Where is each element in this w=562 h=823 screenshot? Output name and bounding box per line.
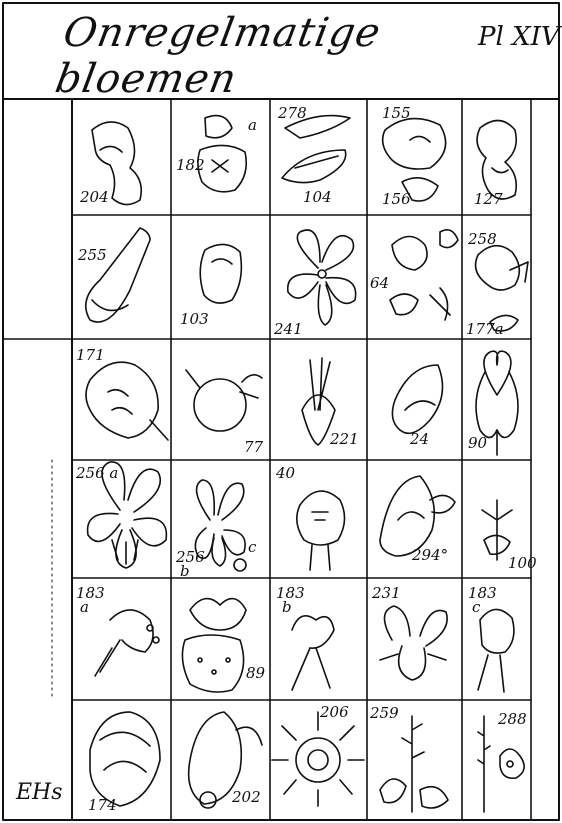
specimen-label: 171 [76, 346, 105, 364]
artist-signature: EHs [16, 780, 63, 805]
flower-sketch-278-104 [282, 116, 350, 183]
specimen-label: 241 [274, 320, 303, 338]
flower-sketch-259 [380, 716, 448, 812]
specimen-label: 174 [88, 796, 117, 814]
flower-sketch-258-177a [476, 246, 528, 331]
flower-sketch-182 [198, 116, 246, 192]
specimen-label: 24 [410, 430, 430, 448]
specimen-label: 256 [176, 548, 205, 566]
specimen-label: a [80, 598, 89, 616]
specimen-label: 183 [276, 584, 305, 602]
flower-sketch-183b [292, 616, 334, 690]
plate-title: Onregelmatige bloemen [51, 10, 385, 102]
flower-sketch-183b-89 [182, 599, 246, 692]
specimen-label: 64 [370, 274, 390, 292]
flower-sketch-171 [86, 362, 168, 440]
specimen-label: 127 [474, 190, 503, 208]
flower-sketch-241 [288, 230, 356, 325]
flower-sketch-100 [482, 500, 512, 560]
specimen-label: 104 [303, 188, 332, 206]
specimen-label: 255 [78, 246, 107, 264]
flower-sketch-103 [200, 244, 241, 303]
specimen-label: b [282, 598, 292, 616]
specimen-label: c [472, 598, 481, 616]
flower-sketch-40 [297, 491, 345, 570]
flower-sketch-294 [380, 476, 455, 556]
specimen-label: 278 [278, 104, 307, 122]
specimen-label: a [248, 116, 257, 134]
specimen-label: 155 [382, 104, 411, 122]
flower-sketch-24 [392, 365, 442, 433]
specimen-label: 204 [80, 188, 109, 206]
flower-sketch-231 [380, 606, 447, 680]
specimen-label: 177a [466, 320, 504, 338]
flower-sketch-155-156 [383, 119, 446, 201]
specimen-label: 183 [76, 584, 105, 602]
specimen-label: c [248, 538, 257, 556]
specimen-label: 288 [498, 710, 527, 728]
specimen-label: 294° [412, 546, 449, 564]
flower-sketch-77 [186, 370, 262, 431]
specimen-label: 231 [372, 584, 401, 602]
specimen-label: 100 [508, 554, 537, 572]
specimen-label: 182 [176, 156, 205, 174]
specimen-label: 90 [468, 434, 488, 452]
specimen-label: 206 [320, 703, 349, 721]
specimen-label: b [180, 562, 190, 580]
flower-sketch-64 [390, 230, 458, 320]
flower-sketch-183a [95, 610, 159, 676]
specimen-label: 103 [180, 310, 209, 328]
flower-sketch-127 [477, 120, 516, 199]
flower-sketch-255 [86, 228, 150, 322]
specimen-label: 183 [468, 584, 497, 602]
specimen-label: 256 a [76, 464, 119, 482]
specimen-label: 77 [244, 438, 264, 456]
specimen-label: 202 [232, 788, 261, 806]
flower-sketch-206 [272, 712, 364, 806]
specimen-label: 258 [468, 230, 497, 248]
specimen-label: 259 [370, 704, 399, 722]
specimen-label: 156 [382, 190, 411, 208]
flower-sketch-183c [478, 609, 514, 692]
specimen-label: 89 [246, 664, 266, 682]
specimen-label: 221 [330, 430, 359, 448]
flower-sketch-174 [90, 712, 160, 806]
flower-sketch-288 [478, 716, 524, 812]
plate-number: Pl XIV [478, 22, 560, 52]
specimen-label: 40 [276, 464, 296, 482]
